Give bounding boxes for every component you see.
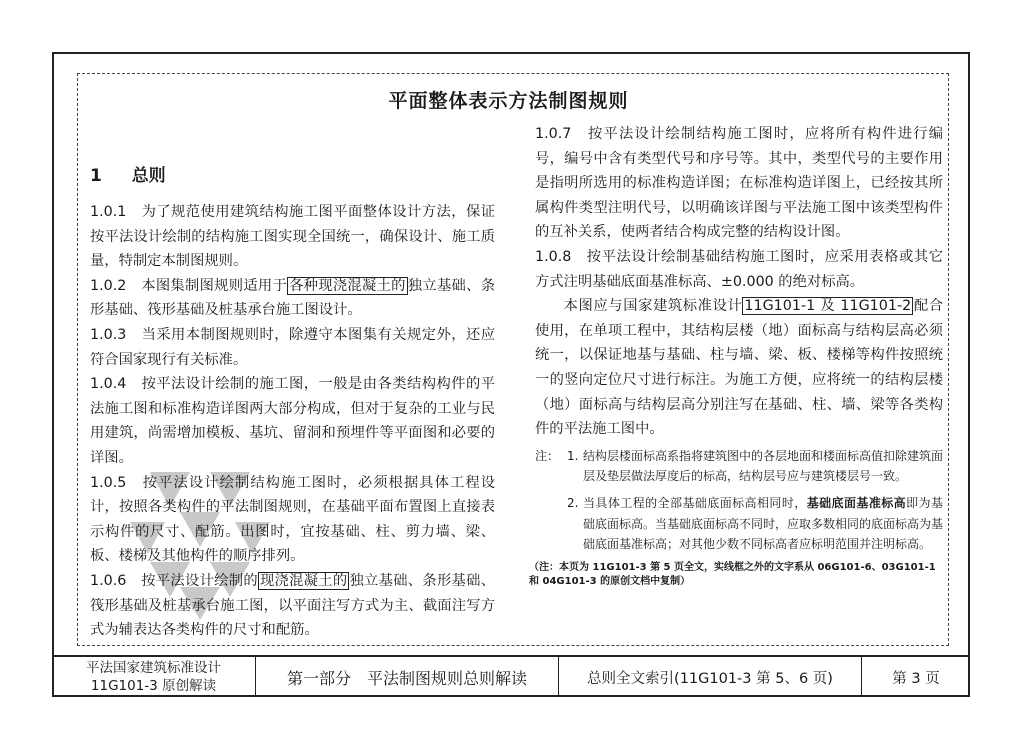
boxed-text: 各种现浇混凝土的 (289, 277, 406, 294)
note-text: 当具体工程的全部基础底面标高相同时，基础底面基准标高即为基础底面标高。当基础底面标高不同时，应取多数相同的底面标高为基础底面基准标高；对其他少数不同标高者应标明范围并注明标高。 (583, 495, 944, 552)
companion-standard-paragraph: 本图应与国家建筑标准设计 11G101-1 及 11G101-2 配合使用，在单项工程中，其结构层楼（地）面标高与结构层高必须统一，以保证地基与基础、柱与墙、梁、板、楼梯等构件按照统一的竖向定位尺寸进行标注。为施工方便，应将统一的结构层楼（地）面标高与结构层高分别注写在基础、柱、墙、梁等各类构件的平法施工图中。 (535, 298, 944, 438)
clause-1-0-8: 1.0.8 按平法设计绘制基础结构施工图时，应采用表格或其它方式注明基础底面基准标高、±0.000 的绝对标高。 (535, 248, 943, 290)
notes-block (535, 446, 943, 555)
section-heading (90, 162, 495, 190)
clause-1-0-2: 1.0.2 本图集制图规则适用于 各种现浇混凝土的 独立基础、条形基础、筏形基础及桩基承台施工图设计。 (90, 277, 495, 319)
boxed-text: 现浇混凝土的 (259, 572, 348, 589)
note-lead: 注： (535, 448, 560, 463)
title-block (52, 655, 970, 697)
page-title: 平面整体表示方法制图规则 (388, 90, 629, 112)
left-column (90, 162, 495, 643)
clause-1-0-1: 1.0.1 为了规范使用建筑结构施工图平面整体设计方法，保证按平法设计绘制的结构施工图实现全国统一，确保设计、施工质量，特制定本制图规则。 (90, 204, 495, 270)
clause-1-0-6: 1.0.6 按平法设计绘制的 现浇混凝土的 独立基础、条形基础、筏形基础及桩基承台施工图，以平面注写方式为主、截面注写方式为辅表达各类构件的尺寸和配筋。 (90, 572, 496, 639)
clause-1-0-7: 1.0.7 按平法设计绘制结构施工图时，应将所有构件进行编号，编号中含有类型代号和序号等。其中，类型代号的主要作用是指明所选用的标准构造详图；在标准构造详图上，已经按其所属构件类型注明代号，以明确该详图与平法施工图中该类型构件的互补关系，使两者结合构成完整的结构设计图。 (535, 126, 943, 241)
note-1 (535, 446, 943, 487)
note-text: 结构层楼面标高系指将建筑图中的各层地面和楼面标高值扣除建筑面层及垫层做法厚度后的标高，结构层号应与建筑楼层号一致。 (583, 448, 944, 484)
clause-1-0-5: 1.0.5 按平法设计绘制结构施工图时，必须根据具体工程设计，按照各类构件的平法制图规则，在基础平面布置图上直接表示构件的尺寸、配筋。出图时，宜按基础、柱、剪力墙、梁、板、楼梯及其他构件的顺序排列。 (90, 474, 495, 565)
page-number: 第 3 页 (892, 670, 940, 687)
section-number: 1 (90, 166, 102, 186)
title-block-index: 总则全文索引(11G101-3 第 5、6 页) (559, 657, 862, 697)
clause-1-0-4: 1.0.4 按平法设计绘制的施工图，一般是由各类结构构件的平法施工图和标准构造详图两大部分构成，但对于复杂的工业与民用建筑，尚需增加模板、基坑、留洞和预埋件等平面图和必要的详图。 (90, 376, 495, 466)
note-number: 2. (567, 495, 579, 510)
note-2 (535, 493, 943, 555)
title-block-part: 第一部分 平法制图规则总则解读 (256, 657, 559, 697)
section-title: 总则 (131, 166, 166, 186)
source-remark: （注：本页为 11G101-3 第 5 页全文，实线框之外的文字系从 06G101-6、03G101-1 和 04G101-3 的原创文档中复制） (529, 561, 936, 587)
title-block-series: 平法国家建筑标准设计 11G101-3 原创解读 (52, 657, 256, 697)
boxed-standard-codes: 11G101-1 及 11G101-2 (744, 298, 912, 315)
right-column (529, 122, 944, 589)
note-number: 1. (567, 448, 579, 463)
clause-1-0-3: 1.0.3 当采用本制图规则时，除遵守本图集有关规定外，还应符合国家现行有关标准。 (90, 326, 495, 368)
